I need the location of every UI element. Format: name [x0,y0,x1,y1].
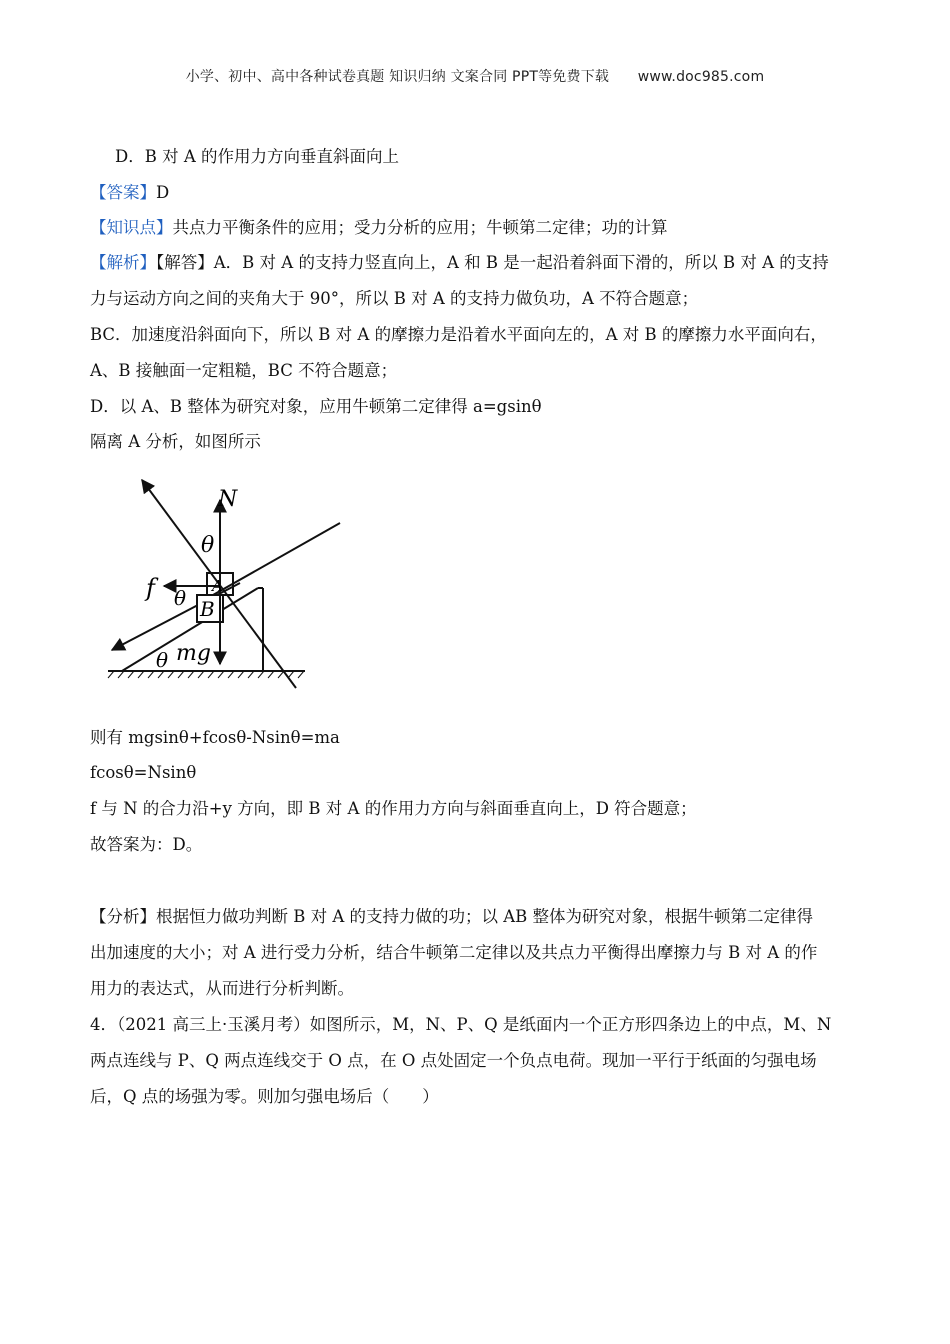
option-d: D．B 对 A 的作用力方向垂直斜面向上 [115,147,400,166]
conclusion-line: f 与 N 的合力沿+y 方向，即 B 对 A 的作用力方向与斜面垂直向上，D 符合题意； [90,799,697,818]
question4-line-1: 4．（2021 高三上·玉溪月考）如图所示，M，N、P、Q 是纸面内一个正方形四条边上的中点，M、N [90,1015,832,1034]
label-mg: mg [176,641,211,666]
header-text: 小学、初中、高中各种试卷真题 知识归纳 文案合同 PPT等免费下载 [185,69,610,85]
analysis-line-5: D．以 A、B 整体为研究对象，应用牛顿第二定律得 a=gsinθ [90,397,542,416]
analysis-text-1: 【解答】A．B 对 A 的支持力竖直向上，A 和 B 是一起沿着斜面下滑的，所以 B 对 A 的支持 [156,253,829,272]
label-a: A [212,577,223,595]
final-answer-line: 故答案为：D。 [90,835,203,854]
label-b: B [200,597,215,621]
knowledge-tag: 【知识点】 [90,218,173,237]
question4-line-3: 后，Q 点的场强为零。则加匀强电场后（ ） [90,1087,439,1106]
analysis-line-2: 力与运动方向之间的夹角大于 90°，所以 B 对 A 的支持力做负功，A 不符合题意； [90,289,699,308]
page-header [0,66,950,86]
label-f: f [146,574,155,602]
analysis-line-6: 隔离 A 分析，如图所示 [90,432,261,451]
header-site-link[interactable]: www.doc985.com [637,69,765,85]
equation-2: fcosθ=Nsinθ [90,763,197,782]
equation-1: 则有 mgsinθ+fcosθ-Nsinθ=ma [90,728,340,747]
answer-line [90,181,870,205]
question4-line-2: 两点连线与 P、Q 两点连线交于 O 点，在 O 点处固定一个负点电荷。现加一平行于纸面的匀强电场 [90,1051,817,1070]
analysis-line-4: A、B 接触面一定粗糙，BC 不符合题意； [90,361,398,380]
knowledge-text: 共点力平衡条件的应用；受力分析的应用；牛顿第二定律；功的计算 [172,218,668,237]
label-theta-bottom: θ [156,648,169,672]
summary-line-3: 用力的表达式，从而进行分析判断。 [90,979,354,998]
label-n: N [218,487,238,512]
analysis-line-3: BC．加速度沿斜面向下，所以 B 对 A 的摩擦力是沿着水平面向左的，A 对 B 的摩擦力水平面向右， [90,325,827,344]
force-diagram-svg [100,470,360,692]
knowledge-line [90,216,870,240]
analysis-tag: 【解析】 [90,253,156,272]
summary-line-1: 【分析】根据恒力做功判断 B 对 A 的支持力做的功；以 AB 整体为研究对象，根据牛顿第二定律得 [90,907,814,926]
force-diagram [100,470,360,692]
summary-line-2: 出加速度的大小；对 A 进行受力分析，结合牛顿第二定律以及共点力平衡得出摩擦力与 B 对 A 的作 [90,943,818,962]
ground-hatch [108,671,304,678]
label-theta-mid: θ [174,586,187,610]
analysis-line-1 [90,251,870,275]
answer-tag: 【答案】 [90,183,156,202]
answer-value: D [156,183,170,202]
label-theta-top: θ [201,533,215,558]
